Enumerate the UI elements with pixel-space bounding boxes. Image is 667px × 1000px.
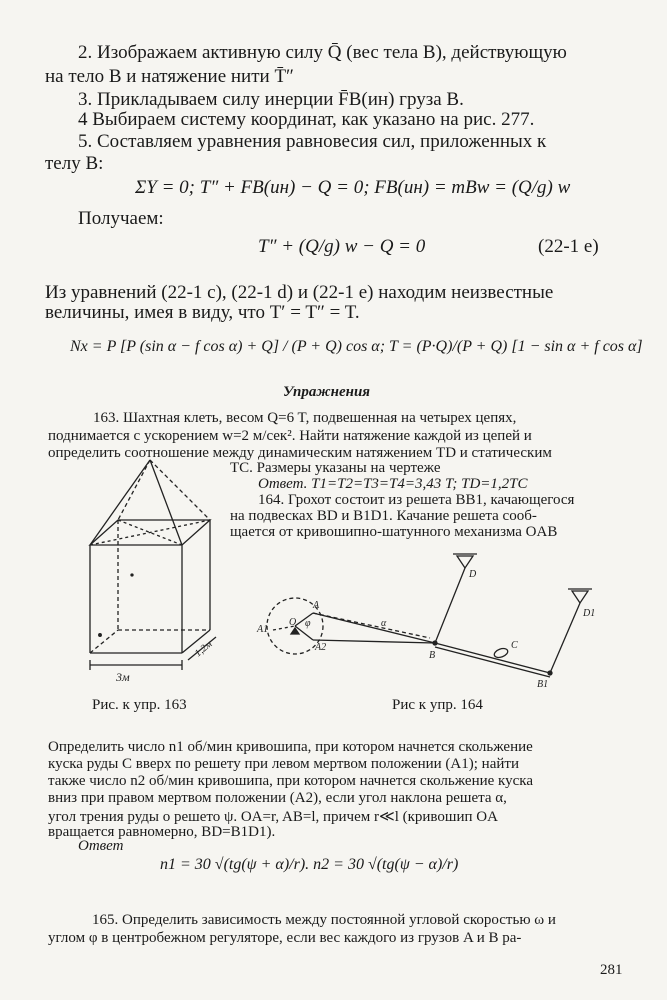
equation-3: Nx = P [P (sin α − f cos α) + Q] / (P + Q) cos α; T = (P·Q)/(P + Q) [1 − sin α + f cos α] (70, 338, 643, 355)
fig164-label: D (469, 569, 477, 580)
text-line: вращается равномерно, BD=B1D1). (48, 824, 276, 840)
text-line: определить соотношение между динамическим натяжением TD и статическим (48, 445, 552, 461)
text-line: щается от кривошипно-шатунного механизма OAB (230, 524, 558, 540)
answer-164: n1 = 30 √(tg(ψ + α)/r). n2 = 30 √(tg(ψ − α)/r) (160, 856, 459, 873)
text-line: 5. Составляем уравнения равновесия сил, приложенных к (78, 131, 547, 152)
text-line: телу B: (45, 153, 104, 174)
equation-2: T″ + (Q/g) w − Q = 0 (258, 236, 426, 257)
text-line: Определить число n1 об/мин кривошипа, при котором начнется скольжение (48, 739, 533, 755)
text-line: угол трения руды о решето ψ. OA=r, AB=l, причем r≪l (кривошип OA (48, 809, 498, 825)
text-line: 163. Шахтная клеть, весом Q=6 T, подвешенная на четырех цепях, (93, 410, 517, 426)
fig164-label: A2 (315, 642, 327, 653)
equation-number: (22-1 e) (538, 236, 599, 257)
text-line: поднимается с ускорением w=2 м/сек². Найти натяжение каждой из цепей и (48, 428, 532, 444)
text-line: на тело B и натяжение нити T̄″ (45, 66, 294, 87)
fig164-label: O (289, 617, 297, 628)
fig164-label: B (429, 650, 436, 661)
figure-caption-163: Рис. к упр. 163 (92, 697, 187, 713)
dimension-width: 3м (116, 670, 130, 684)
fig164-label: B1 (537, 679, 549, 690)
fig164-label: A1 (257, 624, 269, 635)
text-line: величины, имея в виду, что T′ = T″ = T. (45, 302, 360, 323)
text-line: Из уравнений (22-1 c), (22-1 d) и (22-1 e) находим неизвестные (45, 282, 554, 303)
equation-1: ΣY = 0; T″ + FB(ин) − Q = 0; FB(ин) = mBw = (Q/g) w (135, 177, 571, 198)
text-line: Получаем: (78, 208, 164, 229)
page-number: 281 (600, 962, 623, 978)
section-heading: Упражнения (283, 384, 371, 400)
fig164-label: A (313, 600, 320, 611)
fig164-label: D1 (583, 608, 596, 619)
fig164-label: C (511, 640, 518, 651)
answer-163: Ответ. T1=T2=T3=T4=3,43 T; TD=1,2TC (258, 476, 528, 492)
text-line: куска руды C вверх по решету при левом мертвом положении (A1); найти (48, 756, 519, 772)
text-line: 165. Определить зависимость между постоянной угловой скоростью ω и (92, 912, 556, 928)
answer-label: Ответ (78, 838, 124, 854)
fig164-label: α (381, 618, 387, 629)
text-line: 2. Изображаем активную силу Q̄ (вес тела B), действующую (78, 42, 567, 63)
figure-163 (70, 455, 230, 690)
figure-164 (255, 548, 615, 698)
text-line: TC. Размеры указаны на чертеже (230, 460, 441, 476)
text-line: также число n2 об/мин кривошипа, при котором начнется скольжение куска (48, 773, 533, 789)
text-line: 164. Грохот состоит из решета BB1, качающегося (258, 492, 575, 508)
text-line: углом φ в центробежном регуляторе, если вес каждого из грузов A и B ра- (48, 930, 522, 946)
text-line: на подвесках BD и B1D1. Качание решета сооб- (230, 508, 537, 524)
text-line: 3. Прикладываем силу инерции F̄B(ин) груза B. (78, 89, 464, 110)
dimension-depth: 1,2м (192, 638, 215, 660)
figure-caption-164: Рис к упр. 164 (392, 697, 483, 713)
fig164-label: φ (305, 618, 311, 629)
text-line: 4 Выбираем систему координат, как указано на рис. 277. (78, 109, 535, 130)
text-line: вниз при правом мертвом положении (A2), если угол наклона решета α, (48, 790, 507, 806)
